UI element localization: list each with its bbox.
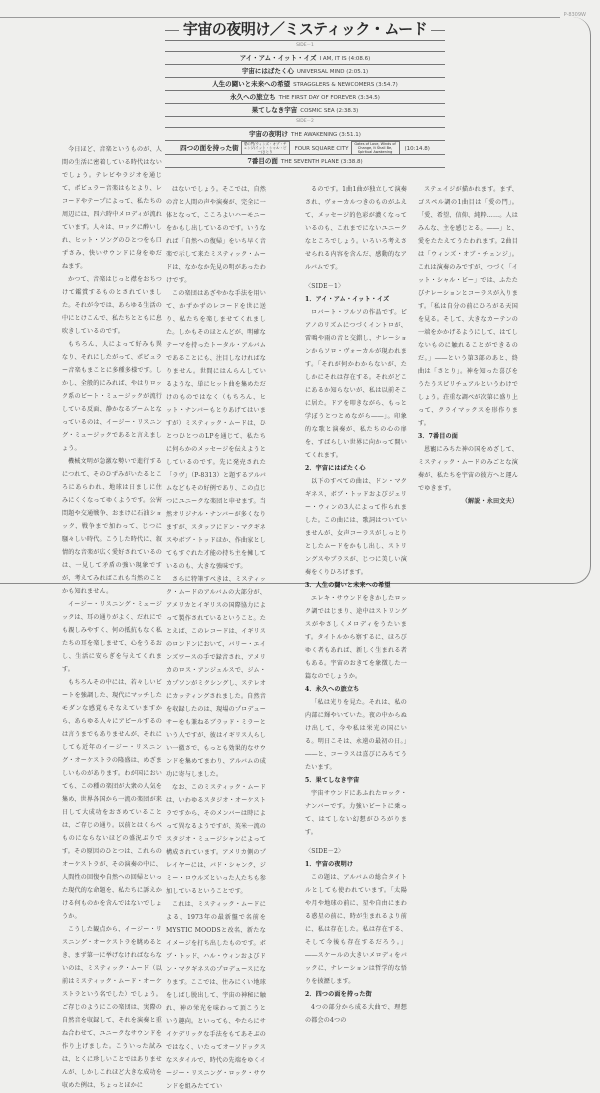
- track-title-ja: 永久への旅立ち: [230, 93, 276, 101]
- track-title-ja: 7番目の面: [247, 157, 278, 165]
- track-row: [165, 155, 445, 168]
- paragraph: ロバート・フルソの作品です。ピアノのリズムにつづくイントロが、雷鳴や雨の音と交錯し、ナレーションからソロ・ヴォーカルが現われます。「それが何かわからないが、たしかにそれは存在する。それがどこにあるか知らないが、私は以前そこに居た。ドアを叩きながら、もっと学ぼうとつとめながら――」。印象的な歌と演奏が、私たちの心の扉を、すばらしい世界に向かって開いてくれます。: [305, 309, 407, 459]
- catalog-code: P-8309W: [563, 12, 586, 18]
- liner-notes-column-1: [62, 143, 162, 1092]
- paragraph: こうした観点から、イージー・リスニング・オーケストラを眺めるとき、まず第一に挙げなければならないのは、ミスティック・ムード（以前はミスティック・ムード・オーケストラという名でした）でしょう。ご存じのようにこの楽団は、実際の自然音を収録して、それを演奏と重ね合わせて、ユニークなサウンドを作り上げました。こういった試みは、とくに珍しいことではありませんが、しかしこれほど大きな成功を収めた例は、ちょっとほかに: [62, 926, 162, 1089]
- track-heading: 1．アイ・アム・イット・イズ: [305, 296, 390, 303]
- paragraph: もちろん、人によって好みも異なり、それにしたがって、ポピュラー音楽もまことに多種多様です。しかし、全般的にみれば、やはりロック系のビート・ミュージックが流行している反面、静かなるブームとなっているのは、イージー・リスニング・ミュージックであると言えましょう。: [62, 341, 162, 452]
- author-credit: （解説・永田文夫）: [461, 498, 518, 505]
- liner-notes-column-4: [418, 183, 518, 508]
- paragraph: 今日ほど、音楽というものが、人間の生活に密着している時代はないでしょう。テレビやラジオを通じて、ポピュラー音楽はもとより、レコードやテープによって、私たちの周辺には、四六時中メロディが流れています。人々は、ロックに酔いしれ、ヒット・ソングのひとつをも口ずさみ、快いサウンドに身をゆだねます。: [62, 146, 162, 270]
- track-title-ja: 果てしなき宇宙: [251, 106, 298, 114]
- side1-label: SIDE－1: [165, 41, 445, 52]
- track-heading: 1．宇宙の夜明け: [305, 861, 354, 868]
- track-row: [165, 104, 445, 117]
- paragraph: ステェイジが描かれます。まず、ゴスペル調の1曲目は「愛の門」。「愛、希望、信仰、純粋……。人はみんな、主を感じとる。――」と、愛をたたえてうたわれます。2曲目は「ウィンズ・オブ・チェンジ」。これは演奏のみですが、つづく「イット・シャル・ビー」では、ふたたびナレーションとコーラスが入ります。「私は自分の前にひろがる天国を見る。そして、大きなカーテンの一端をかかげるようにして、はてしないものに触れることができるのだ。」――という第3部のあと、終曲は「さとり」。神を知った喜びをうたうスピリチュアルというわけでしょう。荘重な調べが次第に盛り上って、クライマックスを形作ります。: [418, 186, 518, 427]
- track-title-en: THE FIRST DAY OF FOREVER (3:34.5): [278, 95, 380, 101]
- track-heading: 2．宇宙にはばたく心: [305, 465, 366, 472]
- paragraph: るのです。1曲1曲が独立して演奏され、ヴォーカルつきのものがふえて、メッセージ的色彩が濃くなっているのも、これまでにないユニークなところでしょう。いろいろ考えさせられる内容を含んだ、感動的なアルバムです。: [305, 186, 407, 271]
- track-title-en: FOUR SQUARE CITY: [294, 146, 349, 152]
- paragraph: かつて、音楽はじっと襟をおちつけて鑑賞するものとされていました。それが今では、あらゆる生活の中にとけこんで、私たちとともに息吹きしているのです。: [62, 276, 162, 335]
- paragraph: 恩寵にみちた神の国をめざして、ミスティック・ムードのみごとな演奏が、私たちを宇宙の彼方へと運んでゆきます。: [418, 446, 518, 492]
- paragraph: 機械文明が急激な勢いで進行するにつれて、そのひずみがいたるところにあらわれ、地球は日ましに住みにくくなってゆくようです。公害問題や交通戦争、おまけに石油ショック、戦争まで加わって、じつに騒々しい時代。こうした時代に、叙情的な音楽が広く愛好されているのは、一見して矛盾の強い現象ですが、考えてみればこれも当然のことかも知れません。: [62, 458, 162, 595]
- track-heading: 3．7番目の面: [418, 433, 458, 440]
- track-title-en: COSMIC SEA (2:38.3): [300, 108, 359, 114]
- track-time: (10:14.8): [404, 146, 430, 152]
- track-heading: 4．永久への旅立ち: [305, 686, 360, 693]
- side-heading: 〈SIDE－2〉: [305, 848, 345, 855]
- paragraph: これは、ミスティック・ムードによる、1973年の最新盤で名前をMYSTIC MOODSと改名、新たなイメージを打ち出したものです。ボブ・トッド、ハル・ウィンおよびドン・マクギネスのプロデュースになります。ここでは、住みにくい地球をしばし脱出して、宇宙の神秘に触れ、神の栄光を味わって頂こうという趣向。といっても、やたらにサイケデリックな手法をもてあそぶのではなく、いたってオーソドックスなスタイルで、時代の先端をゆくイージー・リスニング・ロック・サウンドを組みたててい: [166, 901, 266, 1090]
- side-heading: 〈SIDE－1〉: [305, 283, 345, 290]
- paragraph: 「私は光りを見た。それは、私の内部に輝やいていた。夜の中からぬけ出して、今や私は栄光の国にいる。明日こそは、永遠の最初の日。」――と、コーラスは喜びにみちてうたいます。: [305, 699, 407, 771]
- album-title-row: [165, 18, 445, 41]
- paragraph: さらに特筆すべきは、ミスティック・ムードのアルバムの大部分が、アメリカとイギリスの国際協力によって製作されているということ。たとえば、このレコードは、イギリスのロンドンにおいて、バリー・エインズワースの手で録音され、アメリカのロス・アンジェルスで、ジム・カプソンがミクシングし、ステレオにカッティングされました。自然音を収録したのは、現場のプロデューサーをも兼ねるブラッド・ミラーという人ですが、彼はイギリス人らしい一徹さで、もっとも効果的なサウンドを集めてまわり、アルバムの成功に寄与しました。: [166, 576, 266, 778]
- track-title-ja: 宇宙にはばたく心: [241, 67, 294, 75]
- track-title-en: THE SEVENTH PLANE (3:38.8): [280, 159, 363, 165]
- paragraph: はないでしょう。そこでは、自然の音と人間の声や演奏が、完全に一体となって、こころよいハーモニーをかもし出しているのです。いうなれば「自然への復帰」をいち早く音楽で示して来たミスティック・ムードは、なかなか先見の明があったわけです。: [166, 186, 266, 284]
- track-row: [165, 65, 445, 78]
- liner-notes-column-3: [305, 183, 407, 1027]
- track-title-ja: 人生の闘いと未来への希望: [212, 80, 291, 88]
- track-title-en: STRAGGLERS & NEWCOMERS (3:54.7): [293, 82, 398, 88]
- track-title-en: UNIVERSAL MIND (2:05.1): [296, 69, 369, 75]
- paragraph: この楽団はあざやかな手法を用いて、かずかずのレコードを世に送り、私たちを楽しませてくれました。しかもそのほとんどが、明確なテーマを持ったトータル・アルバムであることにも、注目しなければなりません。世間にはんらんしているような、単にヒット曲を集めただけのものではなく（もちろん、ヒット・ナンバーもとりあげてはいますが）ミスティック・ムードは、ひとつひとつのLPを通じて、私たちに何らかのメッセージを伝えようとしているのです。先に発売された「ラヴ」（P-8313）と題するアルバムなどもその好例であり、この点じつにユニークな楽団と申せます。当然オリジナル・ナンバーが多くなりますが、スタッフにドン・マクギネスやボブ・トッドほか、作曲家としてもすぐれた才能の持ち主を擁しているのも、大きな強味です。: [166, 290, 266, 570]
- paragraph: エレキ・サウンドをきかしたロック調ではじまり、途中はストリングスがやさしくメロディをうたいます。タイトルから察するに、ほろびゆく者もあれば、新しく生まれる者もある。宇宙のおきてを象徴した一篇なのでしょうか。: [305, 595, 407, 680]
- album-title: 宇宙の夜明け／ミスティック・ムード: [179, 20, 431, 38]
- paragraph: 宇宙サウンドにあふれたロック・ナンバーです。力強いビートに乗って、はてしない幻想がひろがります。: [305, 790, 407, 836]
- side2-label: SIDE－2: [165, 117, 445, 128]
- paragraph: なお、このミスティック・ムードは、いわゆるスタジオ・オーケストラですから、そのメンバーは時によって異なるようですが、英米一流のスタジオ・ミュージシャンによって構成されています。アメリカ側のプレイヤーには、バド・シャンク、ジミー・ロウルズといった人たちも参加しているということです。: [166, 784, 266, 895]
- track-row: [165, 78, 445, 91]
- track-row: [165, 128, 445, 141]
- track-title-ja: 四つの面を持った街: [180, 144, 239, 152]
- track-heading: 2．四つの面を持った街: [305, 991, 372, 998]
- track-subtitles-en: Gates of Love, Winds of Change, It Shall Be, Spiritual Awakening: [351, 141, 400, 155]
- track-row: [165, 91, 445, 104]
- paragraph: イージー・リスニング・ミュージックは、耳の通りがよく、だれにでも親しみやすく、何の抵抗もなく私たちの耳を楽しませて、心をうるおし、生活に安らぎを与えてくれます。: [62, 601, 162, 673]
- track-title-en: I AM, IT IS (4:08.6): [319, 56, 371, 62]
- track-list: [165, 18, 445, 168]
- track-title-ja: 宇宙の夜明け: [249, 130, 289, 138]
- paragraph: 以下のすべての曲は、ドン・マクギネス、ボブ・トッドおよびジェリー・ウィンの3人によって作られました。この曲には、歌詞はついていませんが、女声コーラスがしっとりとしたムードをかもし出し、ストリングスやブラスが、じつに美しい演奏をくりひろげます。: [305, 478, 407, 576]
- track-row: [165, 52, 445, 65]
- track-title-ja: アイ・アム・イット・イズ: [239, 54, 317, 62]
- paragraph: 4つの部分から成る大曲で、理想の都会の4つの: [305, 1004, 407, 1024]
- paragraph: この題は、アルバムの総合タイトルとしても使われています。「太陽や月や地球の前に、星や自由にまわる惑星の前に、時が生まれるより前に、私は存在した。私は存在する、そして今後も存在するだろう。」――スケールの大きいメロディをバックに、ナレーションは哲学的な悟りを披瀝します。: [305, 874, 407, 985]
- track-heading: 3．人生の闘いと未来への希望: [305, 582, 391, 589]
- track-subtitles-ja: 愛の門/ウィンズ・オブ・チェンジ/イット・シャル・ビー/さとり: [241, 141, 290, 155]
- track-heading: 5．果てしなき宇宙: [305, 777, 360, 784]
- paragraph: もちろんその中には、若々しいビートを強調した、現代にマッチしたモダンな感覚もそなえていますから、あらゆる人々にアピールするのは言うまでもありませんが、それにしても近年のイージー・リスニング・オーケストラの隆盛は、めざましいものがあります。わが国においても、この種の楽団が大衆の人気を集め、世界各国から一流の楽団が来日して大成功をおさめていることは、ご存じの通り。以前とはくらべものにならないほどの盛況ぶりです。その原因のひとつは、これらのオーケストラが、その演奏の中に、人間性の回復や自然への回帰といった現代的な命題を、私たちに訴えかける何ものかを含んではないでしょうか。: [62, 679, 162, 920]
- liner-notes-column-2: [166, 183, 266, 1093]
- track-row: [165, 141, 445, 155]
- track-title-en: THE AWAKENING (3:51.1): [291, 132, 361, 138]
